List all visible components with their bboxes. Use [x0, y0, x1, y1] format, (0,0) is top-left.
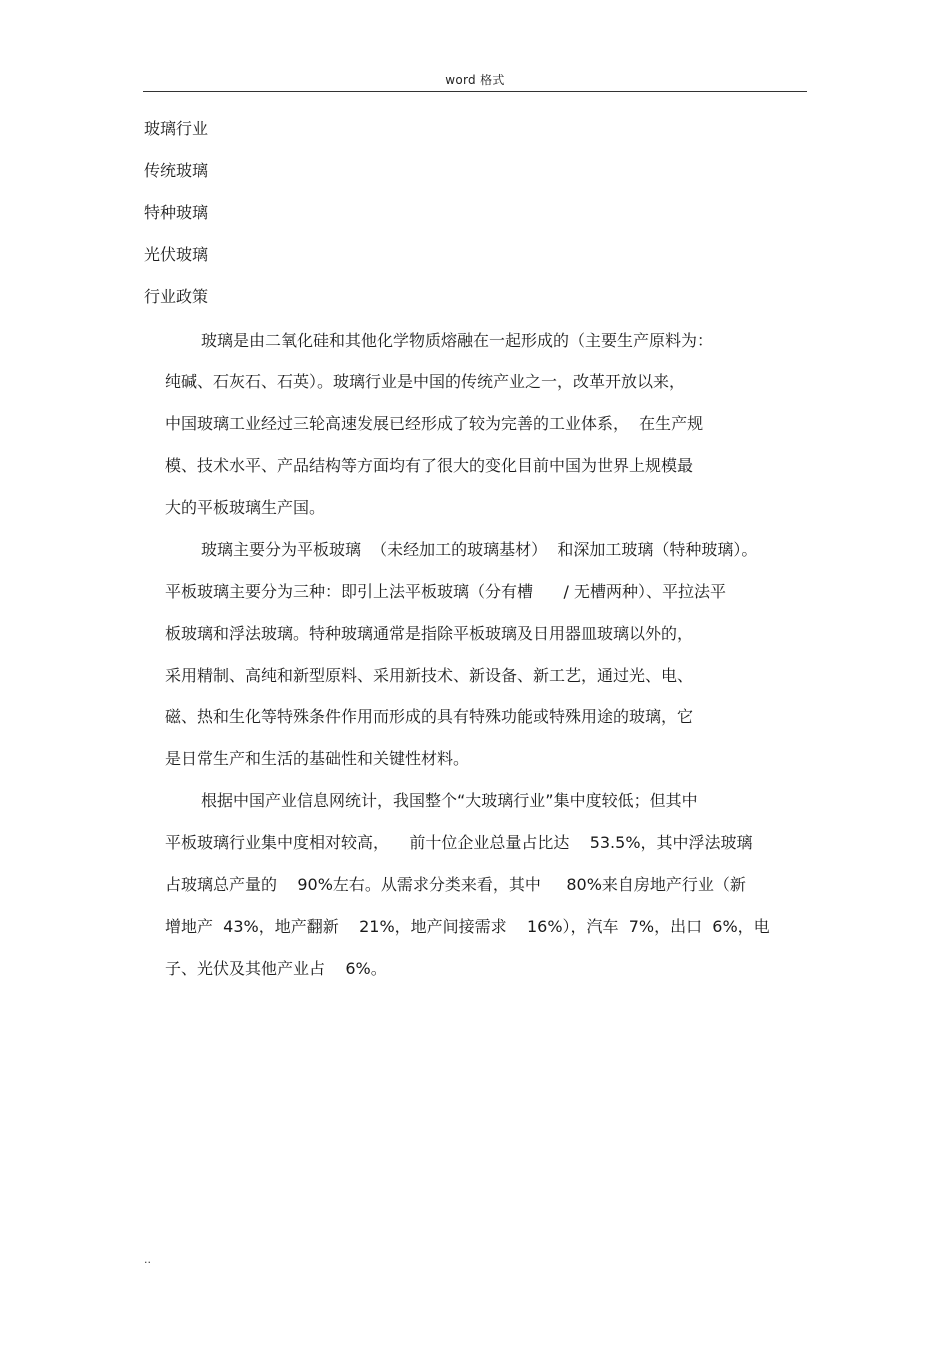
- paragraph-line: 占玻璃总产量的 90%左右。从需求分类来看，其中 80%来自房地产行业（新: [165, 875, 746, 894]
- paragraph-line: 大的平板玻璃生产国。: [165, 498, 326, 517]
- paragraph-line: 玻璃主要分为平板玻璃 （未经加工的玻璃基材） 和深加工玻璃（特种玻璃）。: [201, 540, 758, 559]
- paragraph-line: 模、技术水平、产品结构等方面均有了很大的变化目前中国为世界上规模最: [165, 456, 694, 475]
- paragraph-line: 平板玻璃主要分为三种：即引上法平板玻璃（分有槽 / 无槽两种）、平拉法平: [165, 582, 726, 601]
- header-divider: [143, 91, 807, 92]
- paragraph-line: 纯碱、石灰石、石英）。玻璃行业是中国的传统产业之一，改革开放以来，: [165, 372, 686, 391]
- topic-outline: [144, 117, 208, 327]
- paragraph-line: 是日常生产和生活的基础性和关键性材料。: [165, 749, 470, 768]
- paragraph-line: 平板玻璃行业集中度相对较高， 前十位企业总量占比达 53.5%，其中浮法玻璃: [165, 833, 753, 852]
- page-header: word 格式: [445, 73, 505, 87]
- outline-item: 玻璃行业: [144, 119, 209, 138]
- paragraph-line: 子、光伏及其他产业占 6%。: [165, 959, 387, 978]
- outline-item: 传统玻璃: [144, 161, 209, 180]
- paragraph-line: 玻璃是由二氧化硅和其他化学物质熔融在一起形成的（主要生产原料为：: [201, 331, 714, 350]
- page-footer-mark: ..: [144, 1253, 151, 1266]
- outline-item: 行业政策: [144, 287, 209, 306]
- paragraph-line: 采用精制、高纯和新型原料、采用新技术、新设备、新工艺，通过光、电、: [165, 666, 694, 685]
- outline-item: 光伏玻璃: [144, 245, 209, 264]
- outline-item: 特种玻璃: [144, 203, 209, 222]
- paragraph-line: 增地产 43%，地产翻新 21%，地产间接需求 16%），汽车 7%，出口 6%，电: [165, 917, 770, 936]
- paragraph-line: 磁、热和生化等特殊条件作用而形成的具有特殊功能或特殊用途的玻璃，它: [165, 707, 694, 726]
- paragraph-line: 根据中国产业信息网统计，我国整个“大玻璃行业”集中度较低；但其中: [201, 791, 698, 810]
- paragraph-line: 板玻璃和浮法玻璃。特种玻璃通常是指除平板玻璃及日用器皿玻璃以外的，: [165, 624, 694, 643]
- paragraph-line: 中国玻璃工业经过三轮高速发展已经形成了较为完善的工业体系， 在生产规: [165, 414, 704, 433]
